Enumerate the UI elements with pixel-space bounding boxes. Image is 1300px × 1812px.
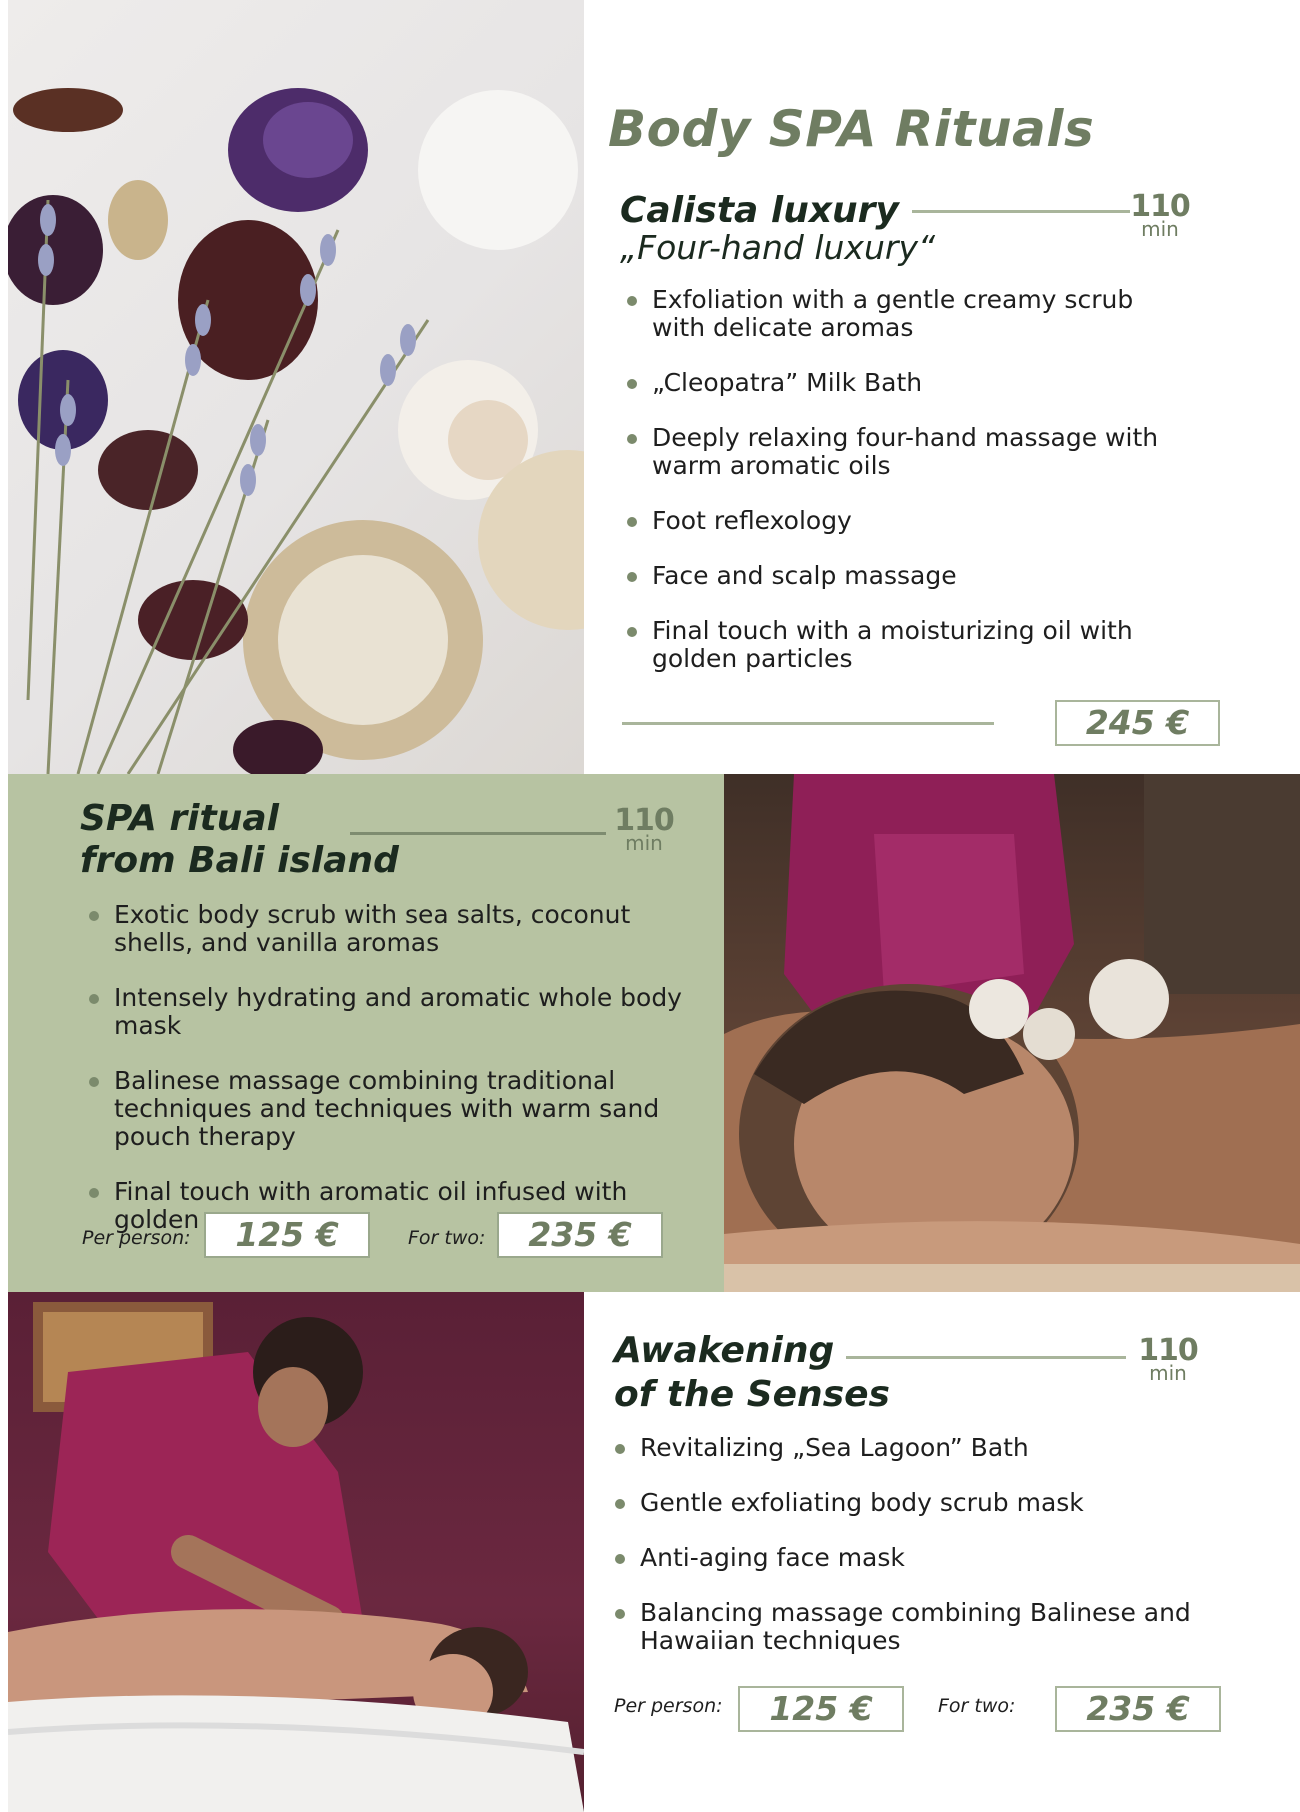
section-title-bali-line1: SPA ritual	[80, 798, 279, 839]
list-item: Balancing massage combining Balinese and Hawaiian techniques	[610, 1599, 1230, 1655]
treatment-list	[84, 901, 684, 1234]
list-item: Revitalizing „Sea Lagoon” Bath	[610, 1434, 1230, 1462]
section-title-awakening-line2: of the Senses	[614, 1374, 890, 1415]
for-two-label: For two:	[938, 1695, 1016, 1717]
duration-unit: min	[625, 831, 663, 855]
list-item: Foot reflexology	[622, 507, 1182, 535]
price-box: 245 €	[1055, 700, 1220, 746]
section-title-calista: Calista luxury	[620, 190, 899, 231]
list-item: Balinese massage combining traditional techniques and techniques with warm sand pouch therapy	[84, 1067, 684, 1151]
duration-value: 110	[1130, 189, 1190, 224]
title-rule	[846, 1356, 1126, 1359]
section-subtitle: „Four-hand luxury“	[620, 228, 936, 267]
treatment-list	[610, 1434, 1230, 1655]
duration-value: 110	[1138, 1333, 1198, 1368]
lavender-flowers-photo	[8, 0, 584, 774]
duration-badge	[1130, 189, 1190, 241]
duration-unit: min	[1149, 1361, 1187, 1385]
therapist-illustration	[8, 1292, 584, 1812]
list-item: Anti-aging face mask	[610, 1544, 1230, 1572]
title-rule	[912, 210, 1130, 213]
price-rule	[622, 722, 994, 725]
per-person-label: Per person:	[82, 1227, 191, 1249]
page-title: Body SPA Rituals	[608, 100, 1095, 158]
list-item: Gentle exfoliating body scrub mask	[610, 1489, 1230, 1517]
section-title-awakening-line1: Awakening	[614, 1330, 835, 1371]
duration-value: 110	[614, 803, 674, 838]
duration-badge	[1138, 1333, 1198, 1385]
for-two-label: For two:	[408, 1227, 486, 1249]
treatment-list	[622, 286, 1182, 673]
list-item: Intensely hydrating and aromatic whole body mask	[84, 984, 684, 1040]
list-item: Exotic body scrub with sea salts, coconut shells, and vanilla aromas	[84, 901, 684, 957]
for-two-price-box: 235 €	[497, 1212, 663, 1258]
list-item: Final touch with aromatic oil infused with golden	[84, 1178, 684, 1234]
list-item: „Cleopatra” Milk Bath	[622, 369, 1182, 397]
for-two-price-box: 235 €	[1055, 1686, 1221, 1732]
section-title-bali-line2: from Bali island	[80, 840, 399, 881]
list-item: Exfoliation with a gentle creamy scrub with delicate aromas	[622, 286, 1182, 342]
list-item: Final touch with a moisturizing oil with golden particles	[622, 617, 1182, 673]
title-rule	[350, 832, 606, 835]
lavender-illustration	[8, 0, 584, 774]
duration-unit: min	[1141, 217, 1179, 241]
per-person-price-box: 125 €	[738, 1686, 904, 1732]
list-item: Face and scalp massage	[622, 562, 1182, 590]
duration-badge	[614, 803, 674, 855]
list-item: Deeply relaxing four-hand massage with warm aromatic oils	[622, 424, 1182, 480]
massage-illustration	[724, 774, 1300, 1292]
therapist-massage-photo	[8, 1292, 584, 1812]
per-person-price-box: 125 €	[204, 1212, 370, 1258]
herbal-pouch-massage-photo	[724, 774, 1300, 1292]
per-person-label: Per person:	[614, 1695, 723, 1717]
